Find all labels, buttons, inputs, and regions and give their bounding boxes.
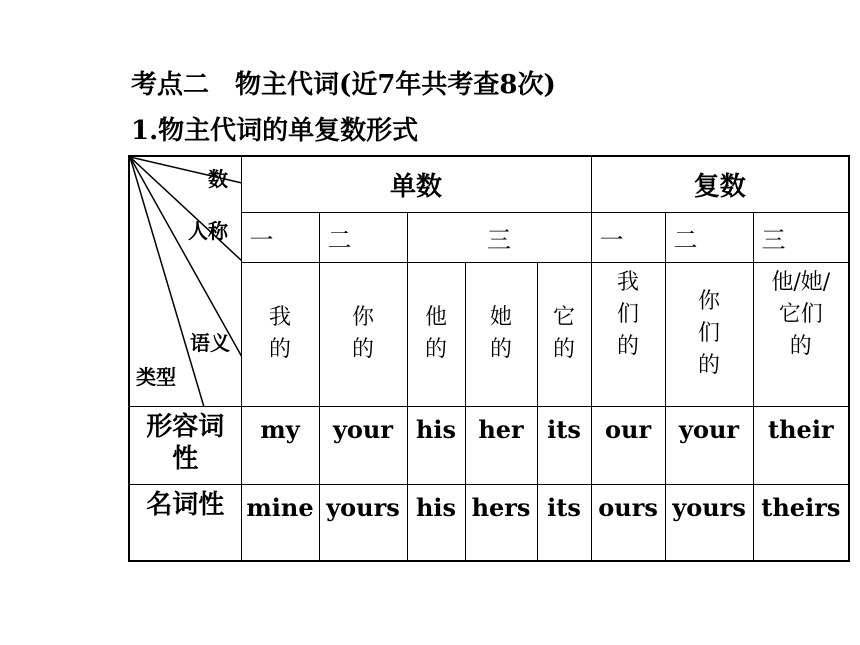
person-label: 人称 <box>188 219 228 243</box>
adj-value: our <box>591 406 665 484</box>
meaning-its: 它的 <box>537 262 591 406</box>
sing-third-person: 三 <box>407 212 591 262</box>
sing-first-person: 一 <box>241 212 319 262</box>
meaning-your-plural: 你们的 <box>665 262 753 406</box>
noun-value: his <box>407 484 465 561</box>
meaning-your: 你的 <box>319 262 407 406</box>
adj-value: their <box>753 406 849 484</box>
adj-value: his <box>407 406 465 484</box>
noun-value: ours <box>591 484 665 561</box>
plur-first-person: 一 <box>591 212 665 262</box>
plur-third-person: 三 <box>753 212 849 262</box>
meaning-label: 语义 <box>190 331 230 355</box>
adj-value: my <box>241 406 319 484</box>
pronoun-table-container <box>128 155 848 560</box>
possessive-pronoun-table <box>128 155 850 562</box>
section-title: 物主代词(近7年共考查8次) <box>235 70 556 100</box>
corner-header-cell <box>129 156 241 406</box>
meaning-her: 她的 <box>465 262 537 406</box>
noun-value: its <box>537 484 591 561</box>
noun-value: yours <box>665 484 753 561</box>
meaning-his: 他的 <box>407 262 465 406</box>
plural-header: 复数 <box>591 156 849 212</box>
noun-value: hers <box>465 484 537 561</box>
noun-row-label: 名词性 <box>129 484 241 561</box>
adj-value: its <box>537 406 591 484</box>
adjective-row-label: 形容词性 <box>129 406 241 484</box>
section-heading <box>131 64 556 101</box>
subsection-heading: 1.物主代词的单复数形式 <box>131 116 419 146</box>
section-number: 考点二 <box>131 70 210 100</box>
adj-value: your <box>665 406 753 484</box>
adj-value: your <box>319 406 407 484</box>
noun-value: mine <box>241 484 319 561</box>
adj-value: her <box>465 406 537 484</box>
singular-header: 单数 <box>241 156 591 212</box>
type-label: 类型 <box>136 365 176 389</box>
noun-value: yours <box>319 484 407 561</box>
meaning-their: 他/她/ 它们 的 <box>753 262 849 406</box>
plur-second-person: 二 <box>665 212 753 262</box>
meaning-my: 我的 <box>241 262 319 406</box>
number-label: 数 <box>208 167 228 191</box>
sing-second-person: 二 <box>319 212 407 262</box>
meaning-our: 我们的 <box>591 262 665 406</box>
noun-value: theirs <box>753 484 849 561</box>
